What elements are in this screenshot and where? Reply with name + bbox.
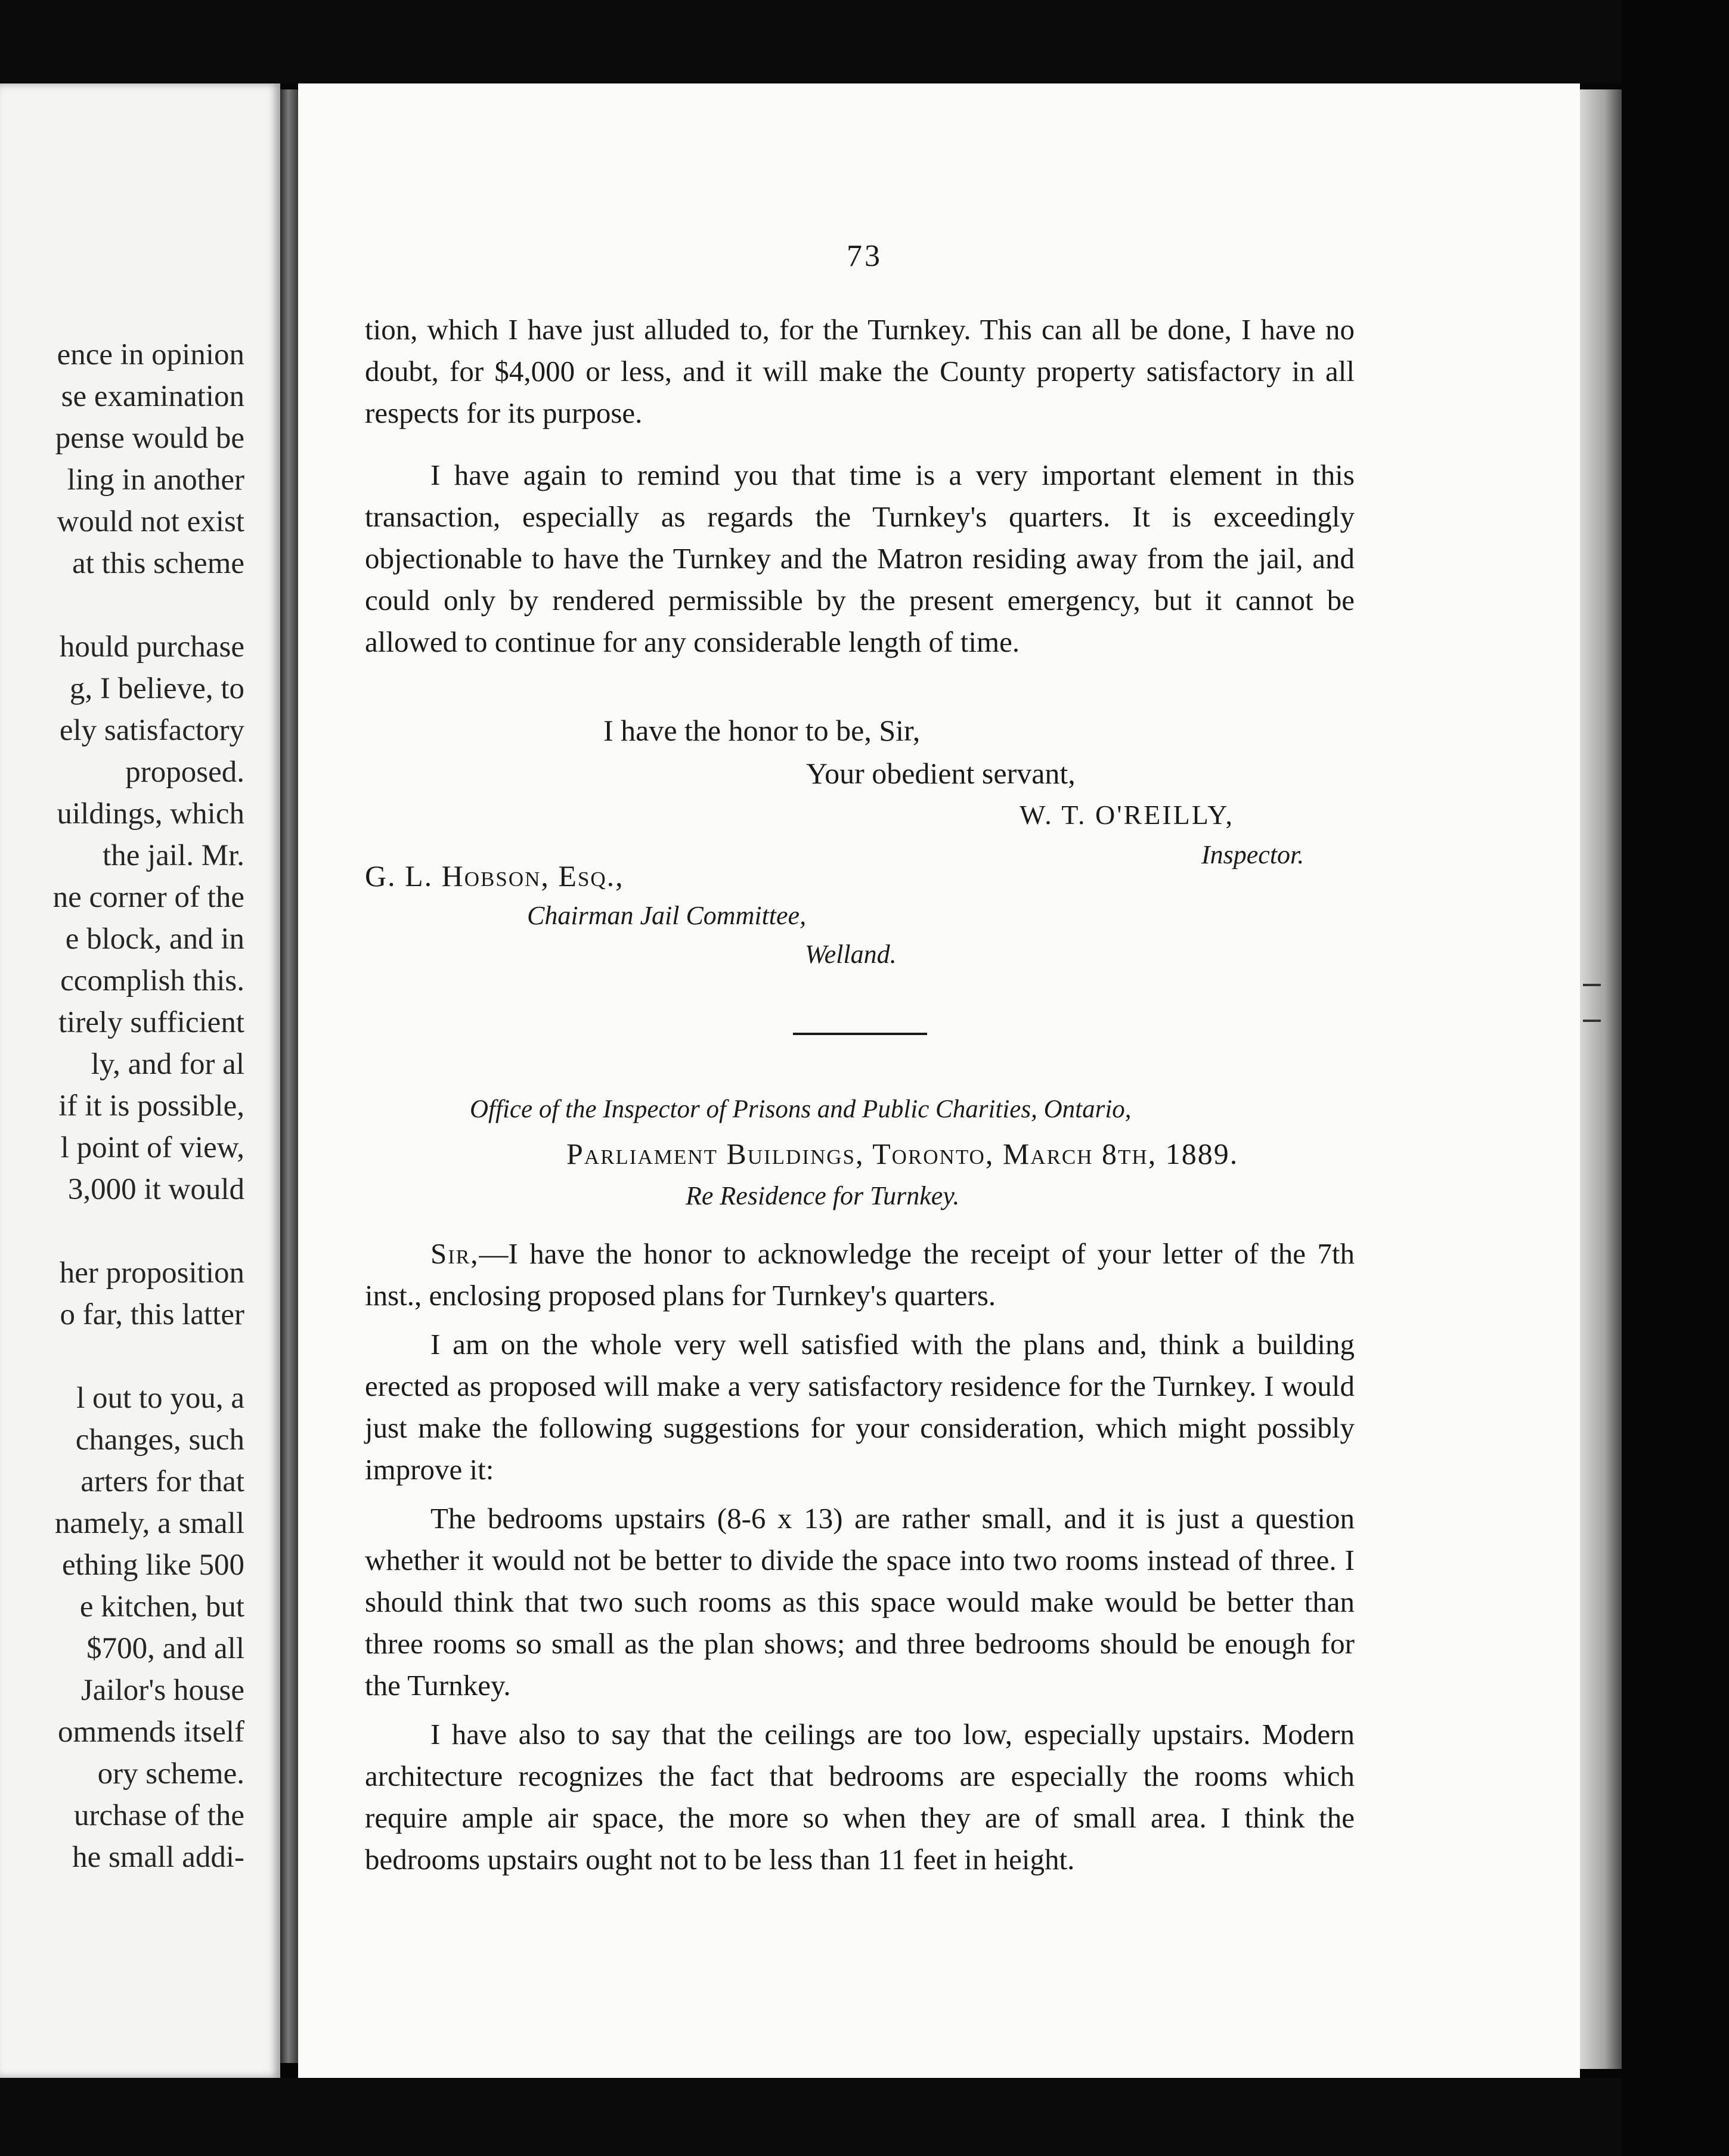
left-page-line: Jailor's house [80, 1674, 244, 1707]
office-heading: Office of the Inspector of Prisons and Public Charities, Ontario, [470, 1095, 1132, 1123]
left-page-line: ly, and for al [91, 1048, 244, 1081]
left-page-line: would not exist [57, 505, 244, 538]
left-page-line: ething like 500 [62, 1548, 244, 1582]
left-page-line: arters for that [80, 1465, 244, 1498]
subject-heading: Re Residence for Turnkey. [686, 1181, 960, 1210]
left-page-line: e kitchen, but [79, 1590, 244, 1624]
scan-border [0, 0, 1729, 83]
left-page-line: proposed. [125, 755, 244, 789]
left-page-line [0, 1210, 244, 1252]
page-number: 73 [847, 239, 882, 273]
page-gutter [280, 89, 298, 2063]
letter-body [365, 1233, 1355, 1881]
signature-title: Inspector. [1201, 840, 1305, 869]
left-page-line: ccomplish this. [60, 964, 244, 998]
closing-line: Your obedient servant, [806, 757, 1076, 790]
left-page-line: he small addi- [72, 1841, 244, 1874]
paragraph-reminder [365, 454, 1355, 663]
left-page-line: pense would be [55, 422, 244, 455]
left-page-line: o far, this latter [60, 1298, 244, 1331]
salutation: Sir, [430, 1237, 479, 1270]
left-page-line: tirely sufficient [58, 1006, 244, 1039]
left-page-text [0, 334, 244, 1878]
left-page-line: namely, a small [54, 1507, 244, 1540]
signature: W. T. O'REILLY, [1020, 800, 1235, 830]
left-page-line: changes, such [75, 1423, 244, 1457]
paragraph [365, 1233, 1355, 1316]
paragraph: I have also to say that the ceilings are too low, especially upstairs. Modern architecture recognizes the fact that bedrooms are especially the rooms which require ample air space, the more so when they are of small area. I think the bedrooms upstairs ought not to be less than 11 feet in height. [365, 1718, 1355, 1876]
left-page-line [0, 584, 244, 626]
paragraph: tion, which I have just alluded to, for the Turnkey. This can all be done, I have no doubt, for $4,000 or less, and it will make the County property satisfactory in all respects for its purpose. [365, 313, 1355, 429]
left-page-line: se examination [61, 380, 244, 413]
closing-line: I have the honor to be, Sir, [603, 714, 921, 747]
addressee-name: G. L. Hobson, Esq., [365, 859, 624, 893]
left-page-line: the jail. Mr. [103, 839, 244, 872]
left-page-line: $700, and all [86, 1632, 244, 1665]
left-page-line: if it is possible, [58, 1089, 244, 1123]
left-page-line: urchase of the [73, 1799, 244, 1832]
left-page-line: hould purchase [59, 630, 244, 664]
section-divider [793, 1033, 927, 1035]
left-page-line [0, 1336, 244, 1377]
left-page-line: l out to you, a [76, 1381, 244, 1415]
edge-mark [1583, 1020, 1601, 1022]
addressee-position: Chairman Jail Committee, [527, 901, 807, 930]
page-edge [1580, 89, 1622, 2069]
scan-border-right [1622, 0, 1729, 2156]
paragraph: I have again to remind you that time is a very important element in this transaction, especially as regards the Turnkey's quarters. It is exceedingly objectionable to have the Turnkey and the Matron residing away from the jail, and could only by rendered permissible by the present emergency, but it cannot be allowed to continue for any considerable length of time. [365, 459, 1355, 658]
paragraph: I am on the whole very well satisfied with the plans and, think a building erected as proposed will make a very satisfactory residence for the Turnkey. I would just make the following suggestions for your consideration, which might possibly improve it: [365, 1328, 1355, 1486]
left-page-line: ne corner of the [52, 881, 244, 914]
left-page-line: ely satisfactory [59, 714, 244, 747]
left-page-line: e block, and in [65, 922, 244, 956]
location-heading: Parliament Buildings, Toronto, March 8th, 1889. [566, 1137, 1239, 1170]
paragraph-text: —I have the honor to acknowledge the receipt of your letter of the 7th inst., enclosing proposed plans for Turnkey's quarters. [365, 1237, 1355, 1312]
left-page-line: ence in opinion [57, 338, 244, 371]
left-page-line: ommends itself [57, 1715, 244, 1749]
left-page-line: l point of view, [60, 1131, 244, 1164]
edge-mark [1583, 984, 1601, 986]
addressee-place: Welland. [805, 940, 897, 969]
left-page-line: ory scheme. [97, 1757, 244, 1791]
left-page-line: uildings, which [57, 797, 244, 831]
scan-border-bottom [0, 2078, 1729, 2156]
paragraph-continuation [365, 309, 1355, 434]
left-page-line: g, I believe, to [69, 672, 244, 705]
paragraph: The bedrooms upstairs (8-6 x 13) are rather small, and it is just a question whether it would not be better to divide the space into two rooms instead of three. I should think that two such rooms as this space would make would be better than three rooms so small as the plan shows; and three bedrooms should be enough for the Turnkey. [365, 1502, 1355, 1702]
left-page [0, 83, 280, 2078]
left-page-line: 3,000 it would [67, 1173, 244, 1206]
left-page-line: ling in another [67, 463, 244, 497]
left-page-line: at this scheme [72, 547, 244, 580]
left-page-line: her proposition [59, 1256, 244, 1290]
